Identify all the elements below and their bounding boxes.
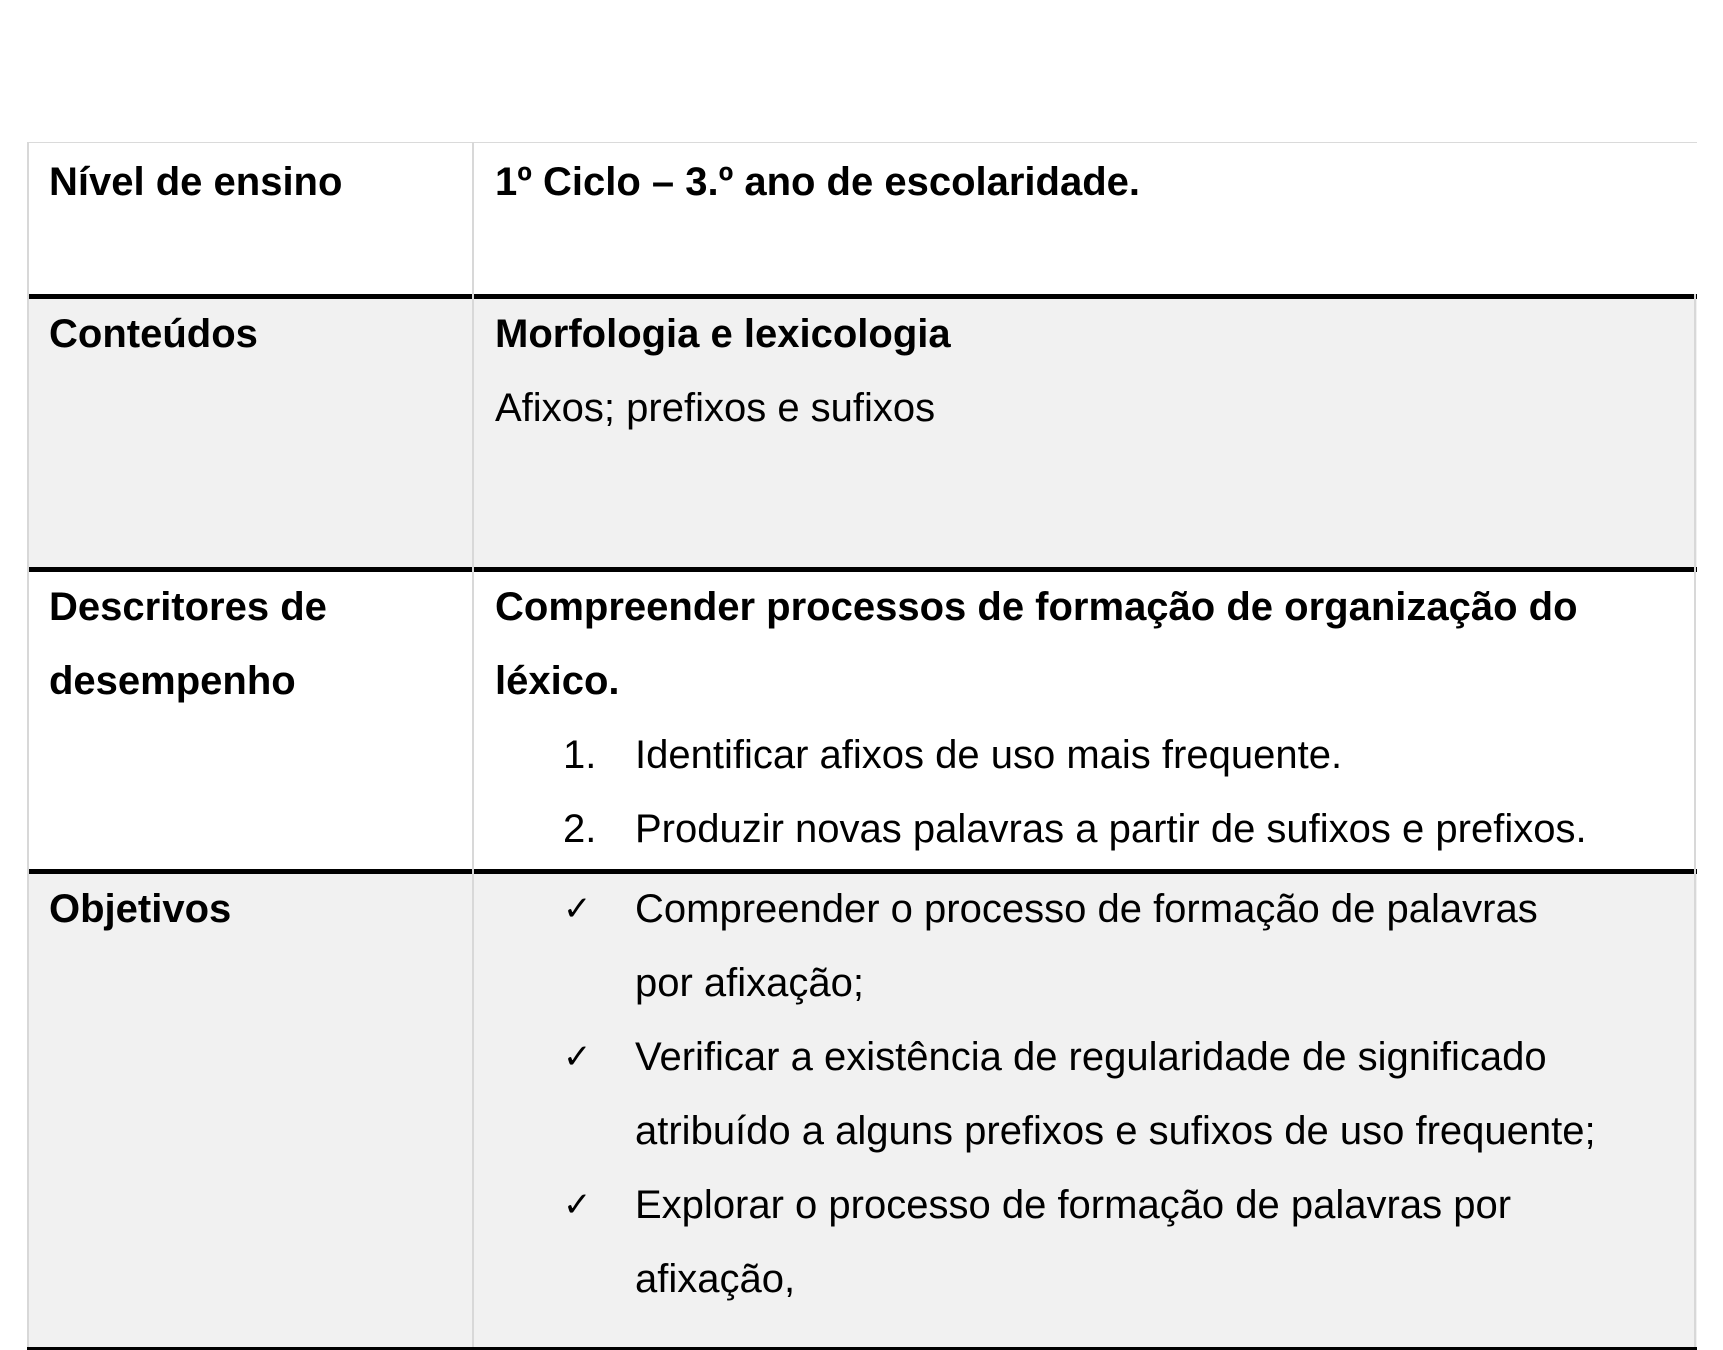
label-objetivos: Objetivos [49,887,232,931]
descritores-content [495,570,1685,866]
label-conteudos: Conteúdos [49,312,258,356]
list-item-number: 1. [563,733,597,777]
objetivo-item [495,872,1685,1020]
objetivo-text-line1: Explorar o processo de formação de palavras por [635,1183,1512,1227]
row-conteudos [27,294,1697,567]
column-divider [472,142,474,1350]
label-descritores [49,570,327,718]
table-border-left [27,142,29,1350]
checkmark-icon: ✓ [563,889,592,929]
row-descritores [27,567,1697,869]
descritores-heading-line1: Compreender processos de formação de organização do [495,585,1578,629]
list-item [495,792,1685,866]
descritores-heading-line2: léxico. [495,659,620,703]
objetivo-item [495,1020,1685,1168]
checkmark-icon: ✓ [563,1037,592,1077]
objetivo-text-line1: Verificar a existência de regularidade de significado [635,1035,1547,1079]
lesson-plan-table [27,142,1697,1350]
objetivo-text-line2: atribuído a alguns prefixos e sufixos de uso frequente; [635,1109,1596,1153]
checkmark-icon: ✓ [563,1185,592,1225]
objetivos-list [495,872,1685,1316]
list-item-number: 2. [563,807,597,851]
table-border-right [1694,294,1696,1350]
objetivo-text-line2: afixação, [635,1257,796,1301]
conteudos-text: Afixos; prefixos e sufixos [495,386,936,430]
objetivo-text-line1: Compreender o processo de formação de palavras [635,887,1538,931]
row-nivel-de-ensino [27,142,1697,294]
value-nivel-de-ensino: 1º Ciclo – 3.º ano de escolaridade. [495,160,1141,204]
label-descritores-line1: Descritores de [49,585,327,629]
list-item [495,718,1685,792]
conteudos-content [495,297,1685,445]
conteudos-heading: Morfologia e lexicologia [495,312,951,356]
objetivo-item [495,1168,1685,1316]
label-nivel-de-ensino: Nível de ensino [49,160,343,204]
list-item-text: Identificar afixos de uso mais frequente. [635,733,1343,777]
label-descritores-line2: desempenho [49,659,296,703]
objetivo-text-line2: por afixação; [635,961,865,1005]
list-item-text: Produzir novas palavras a partir de sufixos e prefixos. [635,807,1587,851]
row-objetivos [27,869,1697,1350]
